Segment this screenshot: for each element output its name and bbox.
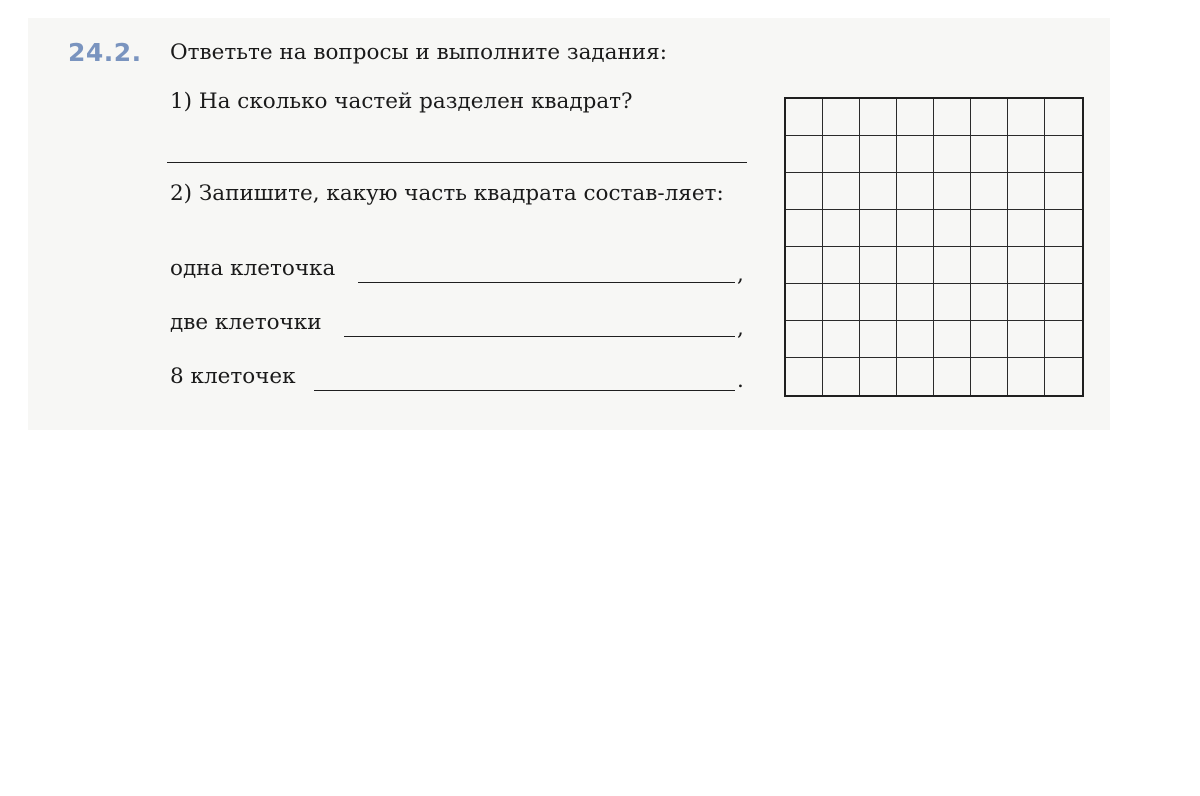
answer-line-question-1[interactable] [167,162,747,163]
grid-cell [823,321,860,358]
grid-cell [786,247,823,284]
fill-label-two-cells: две клеточки [170,310,322,335]
grid-cell [1045,358,1082,395]
grid-cell [971,173,1008,210]
task-number: 24.2. [68,38,142,67]
grid-cell [823,136,860,173]
grid-cell [934,99,971,136]
grid-cell [860,247,897,284]
grid-cell [1008,99,1045,136]
grid-cell [1045,247,1082,284]
grid-cell [786,136,823,173]
grid-cell [934,358,971,395]
answer-line-one-cell[interactable] [358,282,735,283]
grid-cell [1045,210,1082,247]
grid-cell [971,247,1008,284]
grid-cell [786,284,823,321]
grid-cell [897,136,934,173]
grid-cell [1045,284,1082,321]
grid-cell [934,247,971,284]
grid-cell [1008,210,1045,247]
grid-cell [934,173,971,210]
grid-cell [971,284,1008,321]
grid-cell [971,321,1008,358]
grid-cell [897,321,934,358]
grid-cell [786,210,823,247]
grid-cell [860,173,897,210]
grid-cell [823,99,860,136]
grid-cell [860,99,897,136]
grid-cell [1008,284,1045,321]
grid-cell [823,173,860,210]
grid-cell [934,321,971,358]
fill-label-one-cell: одна клеточка [170,256,336,281]
grid-cell [786,99,823,136]
grid-cell [897,247,934,284]
grid-cell [860,284,897,321]
grid-cell [971,210,1008,247]
punctuation-eight-cells: . [737,368,744,393]
grid-cell [1045,173,1082,210]
square-grid [784,97,1084,397]
grid-cell [1045,321,1082,358]
answer-line-eight-cells[interactable] [314,390,735,391]
grid-cell [1045,99,1082,136]
grid-cell [1008,358,1045,395]
grid-cell [1008,173,1045,210]
grid-cell [823,358,860,395]
grid-cell [860,210,897,247]
question-2: 2) Запишите, какую часть квадрата состав-ляет: [170,181,724,206]
grid-cell [934,210,971,247]
grid-cell [897,358,934,395]
grid-cell [823,247,860,284]
grid-cell [823,210,860,247]
grid-cell [971,99,1008,136]
grid-cell [1045,136,1082,173]
grid-cell [786,358,823,395]
punctuation-two-cells: , [737,316,744,341]
grid-cell [860,136,897,173]
fill-label-eight-cells: 8 клеточек [170,364,296,389]
question-1: 1) На сколько частей разделен квадрат? [170,89,633,114]
grid-cell [971,136,1008,173]
grid-cell [786,173,823,210]
grid-cell [897,284,934,321]
grid-cell [897,210,934,247]
grid-cell [1008,136,1045,173]
grid-cell [897,173,934,210]
grid-cell [786,321,823,358]
grid-cell [860,321,897,358]
grid-cell [971,358,1008,395]
grid-cell [1008,321,1045,358]
grid-cell [823,284,860,321]
grid-cell [860,358,897,395]
task-title: Ответьте на вопросы и выполните задания: [170,40,667,65]
grid-cell [1008,247,1045,284]
punctuation-one-cell: , [737,262,744,287]
grid-cell [934,136,971,173]
answer-line-two-cells[interactable] [344,336,735,337]
grid-cell [934,284,971,321]
grid-cell [897,99,934,136]
